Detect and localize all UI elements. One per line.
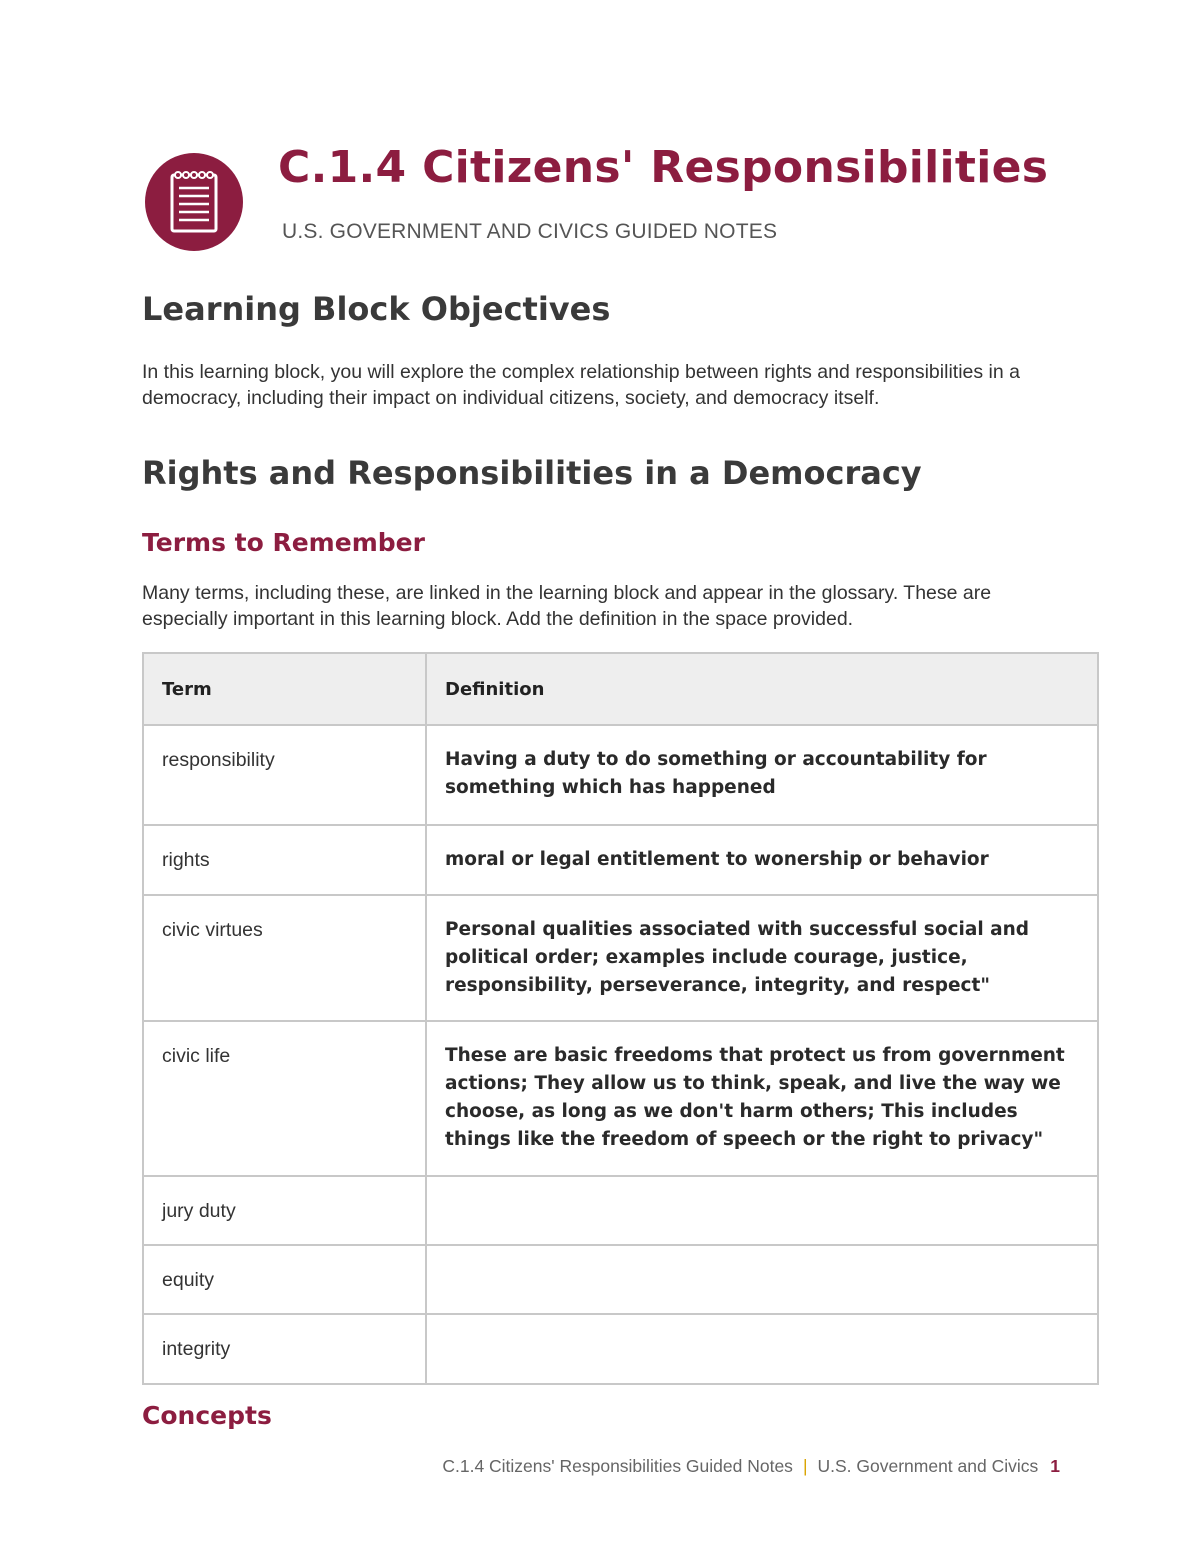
footer-course: U.S. Government and Civics bbox=[817, 1456, 1039, 1476]
objectives-text: In this learning block, you will explore the complex relationship between rights and responsibilities in a democracy, including their impact on individual citizens, society, and democracy itself. bbox=[142, 361, 1020, 409]
table-row bbox=[143, 895, 1098, 1021]
definition-cell[interactable] bbox=[426, 1314, 1098, 1384]
term-cell: equity bbox=[143, 1245, 426, 1314]
page-subtitle: U.S. GOVERNMENT AND CIVICS GUIDED NOTES bbox=[282, 220, 778, 243]
column-header-term: Term bbox=[143, 653, 426, 725]
column-header-definition: Definition bbox=[426, 653, 1098, 725]
page-title: C.1.4 Citizens' Responsibilities bbox=[278, 142, 1049, 193]
term-cell: rights bbox=[143, 825, 426, 895]
notepad-icon bbox=[145, 153, 243, 251]
terms-table bbox=[142, 652, 1099, 1385]
table-row bbox=[143, 1245, 1098, 1314]
definition-cell[interactable] bbox=[426, 1245, 1098, 1314]
terms-heading: Terms to Remember bbox=[142, 528, 425, 557]
definition-cell[interactable] bbox=[426, 1176, 1098, 1245]
table-row bbox=[143, 725, 1098, 825]
table-row bbox=[143, 1314, 1098, 1384]
definition-cell[interactable]: Personal qualities associated with successful social and political order; examples include courage, justice, responsibility, perseverance, integrity, and respect" bbox=[426, 895, 1098, 1021]
footer-doc-name: C.1.4 Citizens' Responsibilities Guided Notes bbox=[442, 1456, 793, 1476]
section-heading: Rights and Responsibilities in a Democracy bbox=[142, 454, 922, 492]
page-footer bbox=[442, 1456, 1060, 1477]
definition-cell[interactable]: Having a duty to do something or accountability for something which has happened bbox=[426, 725, 1098, 825]
concepts-heading: Concepts bbox=[142, 1401, 272, 1430]
term-cell: civic virtues bbox=[143, 895, 426, 1021]
table-row bbox=[143, 825, 1098, 895]
terms-intro: Many terms, including these, are linked in the learning block and appear in the glossary. These are especially important in this learning block. Add the definition in the space provided. bbox=[142, 582, 992, 630]
term-cell: responsibility bbox=[143, 725, 426, 825]
term-cell: integrity bbox=[143, 1314, 426, 1384]
term-cell: civic life bbox=[143, 1021, 426, 1176]
objectives-heading: Learning Block Objectives bbox=[142, 290, 611, 328]
table-row bbox=[143, 1021, 1098, 1176]
term-cell: jury duty bbox=[143, 1176, 426, 1245]
table-header-row bbox=[143, 653, 1098, 725]
page-number: 1 bbox=[1050, 1456, 1060, 1476]
table-row bbox=[143, 1176, 1098, 1245]
definition-cell[interactable]: These are basic freedoms that protect us from government actions; They allow us to think, speak, and live the way we choose, as long as we don't harm others; This includes things like the freedom of speech or the right to privacy" bbox=[426, 1021, 1098, 1176]
footer-separator: | bbox=[802, 1456, 808, 1476]
definition-cell[interactable]: moral or legal entitlement to wonership or behavior bbox=[426, 825, 1098, 895]
